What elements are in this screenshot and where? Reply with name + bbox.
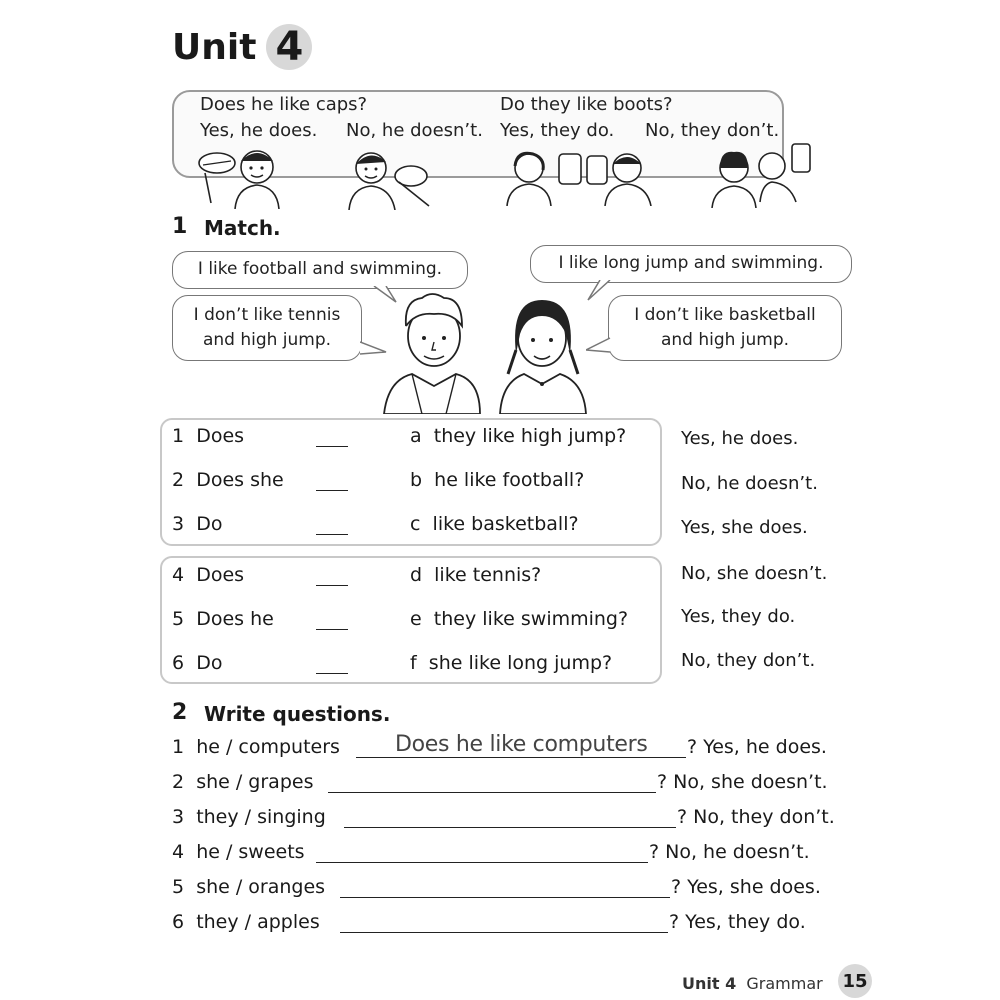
item-text: Do [196,652,223,674]
page-number: 15 [838,964,872,998]
exercise-2-title: Write questions. [204,702,391,726]
footer-section-name: Grammar [746,974,823,993]
item-letter: a [410,425,422,447]
item-number: 2 [172,771,185,793]
bubble-tail [586,336,612,358]
item-text: Does [196,564,245,586]
item-number: 5 [172,608,185,630]
item-text: she / oranges [196,876,326,898]
match-left-item [172,564,244,586]
question-prompt [172,771,313,793]
answer-blank[interactable] [316,445,348,447]
match-left-item [172,513,222,535]
reply-text: ? No, he doesn’t. [649,841,810,863]
item-text: Does [196,425,245,447]
answer-line[interactable] [344,826,676,828]
boy-holding-cap-illustration [345,146,435,210]
match-right-item [410,564,541,586]
item-text: they like swimming? [433,608,629,630]
reply-text: ? No, she doesn’t. [657,771,828,793]
item-number: 5 [172,876,185,898]
match-right-item [410,608,628,630]
item-number: 2 [172,469,185,491]
reply-text: ? Yes, he does. [687,736,827,758]
match-right-item [410,513,579,535]
unit-label: Unit [172,26,257,68]
answer-option: Yes, he does. [681,428,799,449]
match-right-item [410,469,584,491]
exercise-2-number: 2 [172,700,188,725]
item-text: Does she [196,469,284,491]
match-left-item [172,652,222,674]
item-text: Do [196,513,223,535]
match-left-item [172,469,284,491]
item-letter: b [410,469,423,491]
handwritten-answer: Does he like computers [395,732,648,757]
speech-bubble-girl-likes: I like long jump and swimming. [530,245,852,283]
grammar-answer-1-yes: Yes, he does. [200,120,318,141]
exercise-1-number: 1 [172,214,188,239]
children-with-boots-illustration [503,146,653,206]
grammar-answer-2-yes: Yes, they do. [500,120,615,141]
speech-bubble-girl-dislikes [608,295,842,361]
question-prompt [172,876,325,898]
item-text: they / apples [196,911,320,933]
item-letter: e [410,608,422,630]
exercise-1-title: Match. [204,216,281,240]
girl-illustration [498,294,588,414]
item-number: 4 [172,564,185,586]
item-text: he / computers [196,736,340,758]
question-prompt [172,806,326,828]
item-text: they like high jump? [433,425,627,447]
item-number: 1 [172,425,185,447]
match-left-item [172,425,244,447]
answer-option: No, he doesn’t. [681,473,818,494]
grammar-answer-1-no: No, he doesn’t. [346,120,483,141]
answer-blank[interactable] [316,489,348,491]
item-letter: f [410,652,417,674]
bubble-line: and high jump. [660,330,790,350]
item-letter: d [410,564,423,586]
answer-line[interactable] [316,861,648,863]
footer-section [682,974,823,993]
grammar-question-2: Do they like boots? [500,94,673,115]
bubble-tail [584,280,614,304]
children-holding-boots-illustration [710,142,814,208]
speech-bubble-boy-dislikes [172,295,362,361]
speech-bubble-boy-likes: I like football and swimming. [172,251,468,289]
boy-illustration [382,290,482,414]
item-number: 6 [172,652,185,674]
question-prompt [172,841,305,863]
question-prompt [172,736,340,758]
item-number: 4 [172,841,185,863]
reply-text: ? No, they don’t. [677,806,835,828]
grammar-question-1: Does he like caps? [200,94,368,115]
question-prompt [172,911,320,933]
answer-option: No, they don’t. [681,650,816,671]
item-letter: c [410,513,421,535]
item-text: he / sweets [196,841,305,863]
item-number: 3 [172,806,185,828]
match-left-item [172,608,274,630]
answer-option: Yes, she does. [681,517,808,538]
answer-blank[interactable] [316,628,348,630]
bubble-line: and high jump. [202,330,332,350]
answer-blank[interactable] [316,584,348,586]
answer-line[interactable] [340,931,668,933]
item-text: she like long jump? [428,652,613,674]
answer-line[interactable] [328,791,656,793]
answer-blank[interactable] [316,672,348,674]
reply-text: ? Yes, they do. [669,911,806,933]
page-title [172,24,312,70]
item-text: like tennis? [434,564,542,586]
item-number: 3 [172,513,185,535]
item-text: they / singing [196,806,326,828]
item-text: he like football? [434,469,585,491]
boy-with-cap-illustration [195,143,285,209]
answer-option: No, she doesn’t. [681,563,828,584]
item-number: 1 [172,736,185,758]
item-text: like basketball? [432,513,579,535]
answer-blank[interactable] [316,533,348,535]
item-text: Does he [196,608,274,630]
answer-line[interactable] [340,896,670,898]
grammar-answer-2-no: No, they don’t. [645,120,780,141]
reply-text: ? Yes, she does. [671,876,821,898]
unit-number-badge: 4 [266,24,312,70]
answer-option: Yes, they do. [681,606,796,627]
match-right-item [410,425,626,447]
item-text: she / grapes [196,771,314,793]
item-number: 6 [172,911,185,933]
bubble-line: I don’t like basketball [634,304,816,325]
match-right-item [410,652,612,674]
bubble-line: I don’t like tennis [193,304,341,325]
footer-unit: Unit 4 [682,974,737,993]
